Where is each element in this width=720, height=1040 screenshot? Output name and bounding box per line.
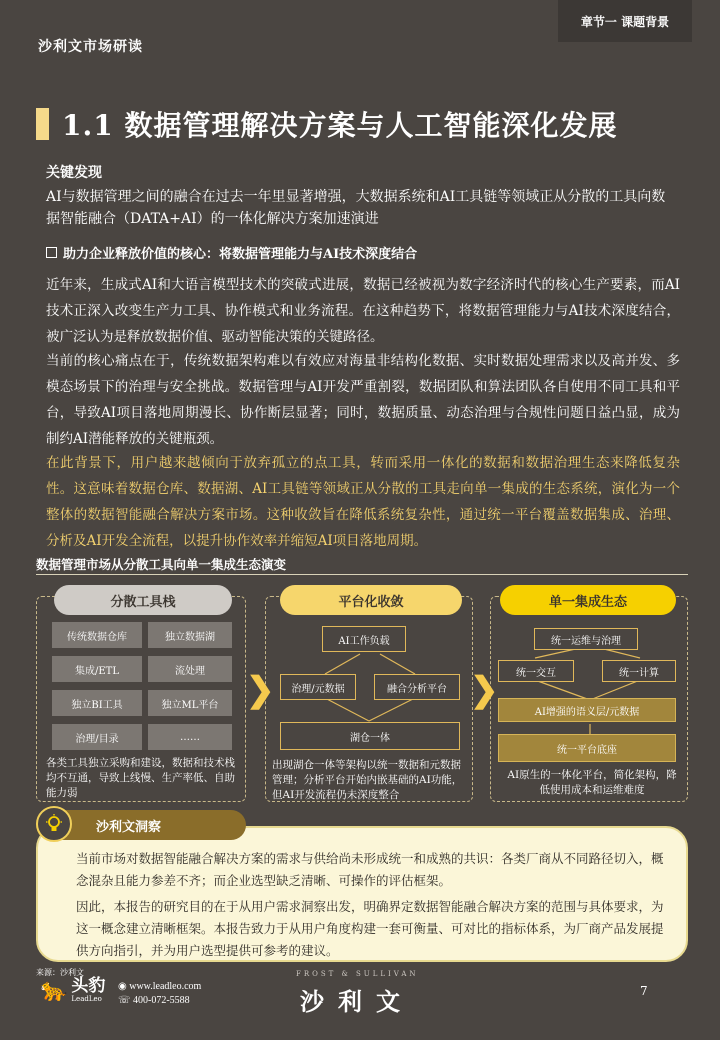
brand-title: 沙利文市场研读 bbox=[38, 39, 143, 55]
key-findings-text: AI与数据管理之间的融合在过去一年里显著增强，大数据系统和AI工具链等领域正从分散的工具向数据智能融合（DATA+AI）的一体化解决方案加速演进 bbox=[46, 189, 666, 227]
unified-interaction-box: 统一交互 bbox=[498, 660, 574, 682]
tool-box: 独立BI工具 bbox=[52, 690, 142, 716]
contact-info bbox=[118, 980, 201, 1008]
subsection-heading-text: 助力企业释放价值的核心：将数据管理能力与AI技术深度结合 bbox=[63, 247, 418, 262]
diagram-title: 数据管理市场从分散工具向单一集成生态演变 bbox=[36, 557, 287, 572]
page-number: 7 bbox=[640, 984, 648, 998]
source-note: 来源：沙利文 bbox=[36, 968, 84, 977]
diagram-divider bbox=[36, 574, 688, 575]
frost-cn-logo: 沙利文 bbox=[300, 987, 414, 1016]
panel1-caption: 各类工具独立采购和建设，数据和技术栈均不互通，导致上线慢、生产率低、自助能力弱 bbox=[46, 757, 235, 799]
ai-workload-box: AI工作负载 bbox=[322, 626, 406, 652]
chevron-right-icon: ❯ bbox=[470, 670, 499, 710]
page-title: 1.1 数据管理解决方案与人工智能深化发展 bbox=[62, 109, 618, 142]
leopard-icon: 🐆 bbox=[40, 978, 68, 1003]
phone-number: 400-072-5588 bbox=[133, 995, 190, 1006]
chevron-right-icon: ❯ bbox=[246, 670, 275, 710]
tool-box: 流处理 bbox=[148, 656, 232, 682]
tool-box: …… bbox=[148, 724, 232, 750]
phone-icon: ☏ bbox=[118, 995, 134, 1006]
globe-icon: ◉ bbox=[118, 981, 130, 992]
tool-box: 独立ML平台 bbox=[148, 690, 232, 716]
semantic-layer-box: AI增强的语义层/元数据 bbox=[498, 698, 676, 722]
panel2-caption: 出现湖仓一体等架构以统一数据和元数据管理；分析平台开始内嵌基础的AI功能，但AI开发流程仍未深度整合 bbox=[272, 759, 463, 801]
frost-en-logo: FROST & SULLIVAN bbox=[296, 970, 419, 978]
leadleo-logo bbox=[40, 978, 105, 1003]
panel1-label: 分散工具栈 bbox=[54, 585, 232, 615]
website-link[interactable]: www.leadleo.com bbox=[129, 981, 202, 992]
panel2-label: 平台化收敛 bbox=[280, 585, 462, 615]
paragraph-1: 近年来，生成式AI和大语言模型技术的突破式进展，数据已经被视为数字经济时代的核心生产要素，而AI技术正深入改变生产力工具、协作模式和业务流程。在这种趋势下，将数据管理能力与AI技术深度结合，被广泛认为是释放数据价值、驱动智能决策的关键路径。 bbox=[46, 277, 680, 345]
insight-label: 沙利文洞察 bbox=[36, 810, 246, 840]
checkbox-icon bbox=[46, 247, 57, 258]
insight-paragraph-1: 当前市场对数据智能融合解决方案的需求与供给尚未形成统一和成熟的共识：各类厂商从不同路径切入，概念混杂且能力参差不齐；而企业选型缺乏清晰、可操作的评估框架。 bbox=[76, 851, 664, 888]
subsection-heading bbox=[46, 243, 417, 262]
tool-box: 治理/目录 bbox=[52, 724, 142, 750]
lakehouse-box: 湖仓一体 bbox=[280, 722, 460, 750]
key-findings-heading: 关键发现 bbox=[46, 165, 102, 181]
tool-box: 独立数据湖 bbox=[148, 622, 232, 648]
platform-base-box: 统一平台底座 bbox=[498, 734, 676, 762]
paragraph-2: 当前的核心痛点在于，传统数据架构难以有效应对海量非结构化数据、实时数据处理需求以及高并发、多模态场景下的治理与安全挑战。数据管理与AI开发严重割裂，数据团队和算法团队各自使用不同工具和平台，导致AI项目落地周期漫长、协作断层显著；同时，数据质量、动态治理与合规性问题日益凸显，成为制约AI潜能释放的关键瓶颈。 bbox=[46, 353, 680, 447]
unified-compute-box: 统一计算 bbox=[602, 660, 676, 682]
paragraph-3-highlight: 在此背景下，用户越来越倾向于放弃孤立的点工具，转而采用一体化的数据和数据治理生态来降低复杂性。这意味着数据仓库、数据湖、AI工具链等领域正从分散的工具走向单一集成的生态系统，演化为一个整体的数据智能融合解决方案市场。这种收敛旨在降低系统复杂性，通过统一平台覆盖数据集成、治理、分析及AI开发全流程，以提升协作效率并缩短AI项目落地周期。 bbox=[46, 455, 680, 549]
chapter-tab: 章节一 课题背景 bbox=[558, 0, 692, 42]
governance-box: 治理/元数据 bbox=[280, 674, 356, 700]
tool-box: 集成/ETL bbox=[52, 656, 142, 682]
tool-box: 传统数据仓库 bbox=[52, 622, 142, 648]
panel3-label: 单一集成生态 bbox=[500, 585, 676, 615]
insight-paragraph-2: 因此，本报告的研究目的在于从用户需求洞察出发，明确界定数据智能融合解决方案的范围与具体要求，为这一概念建立清晰框架。本报告致力于从用户角度构建一套可衡量、可对比的指标体系，为厂商产品发展提供方向指引，并为用户选型提供可参考的建议。 bbox=[76, 899, 664, 958]
panel3-caption: AI原生的一体化平台，简化架构，降低使用成本和运维难度 bbox=[507, 769, 677, 796]
logo-name: 头豹 bbox=[71, 976, 106, 996]
logo-sub: LeadLeo bbox=[71, 995, 102, 1003]
analytics-platform-box: 融合分析平台 bbox=[374, 674, 460, 700]
title-accent-bar bbox=[36, 108, 49, 140]
unified-ops-box: 统一运维与治理 bbox=[534, 628, 638, 650]
lightbulb-icon bbox=[36, 806, 72, 842]
